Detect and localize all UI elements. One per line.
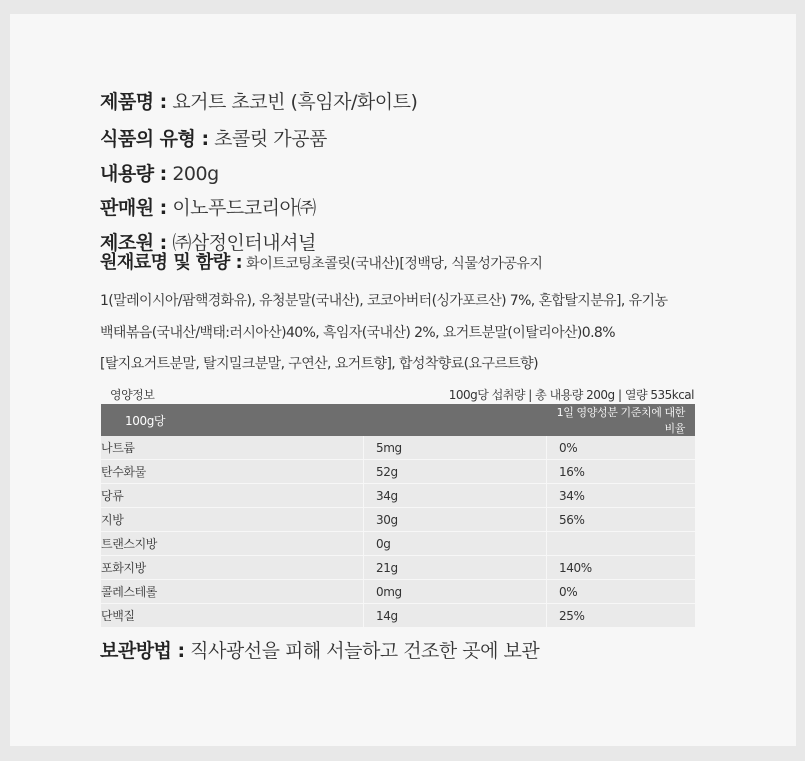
nutrient-name: 당류	[101, 484, 364, 508]
table-row	[101, 604, 695, 628]
nutrient-amount: 21g	[364, 556, 547, 580]
nutrient-percent: 25%	[547, 604, 696, 628]
per-100g-header: 100g당	[101, 404, 547, 436]
table-row	[101, 580, 695, 604]
ingredients-text-1: 화이트코팅초콜릿(국내산)[정백당, 식물성가공유지	[242, 256, 543, 272]
ingredients-label: 원재료명 및 함량 :	[100, 252, 243, 273]
nutrient-amount: 0g	[364, 532, 547, 556]
nutrient-percent	[547, 532, 696, 556]
product-type-label: 식품의 유형 :	[100, 128, 209, 150]
nutrient-percent: 0%	[547, 580, 696, 604]
storage-label: 보관방법 :	[100, 640, 185, 662]
nutrient-percent: 140%	[547, 556, 696, 580]
nutrient-name: 탄수화물	[101, 460, 364, 484]
nutrition-summary: 100g당 섭취량 | 총 내용량 200g | 열량 535kcal	[448, 388, 694, 402]
nutrition-table	[101, 404, 695, 628]
product-name-value: 요거트 초코빈 (흑임자/화이트)	[166, 91, 418, 113]
seller-line	[100, 193, 316, 220]
table-row	[101, 556, 695, 580]
storage-line	[100, 636, 539, 663]
storage-value: 직사광선을 피해 서늘하고 건조한 곳에 보관	[184, 640, 540, 662]
nutrition-title: 영양정보	[110, 388, 155, 402]
maker-value: ㈜삼정인터내셔널	[166, 232, 316, 254]
volume-label: 내용량 :	[100, 163, 167, 185]
ingredients-text-4: [탈지요거트분말, 탈지밀크분말, 구연산, 요거트향], 합성착향료(요구르트향)	[100, 356, 538, 372]
nutrition-table-header	[101, 404, 695, 436]
ingredients-line-1	[100, 248, 542, 274]
nutrient-percent: 34%	[547, 484, 696, 508]
table-row	[101, 484, 695, 508]
nutrient-percent: 56%	[547, 508, 696, 532]
ingredients-text-3: 백태볶음(국내산/백태:러시아산)40%, 흑임자(국내산) 2%, 요거트분말(이탈리아산)0.8%	[100, 325, 615, 341]
nutrient-name: 단백질	[101, 604, 364, 628]
nutrient-amount: 30g	[364, 508, 547, 532]
ingredients-text-2: 1(말레이시아/팜핵경화유), 유청분말(국내산), 코코아버터(싱가포르산) 7%, 혼합탈지분유], 유기농	[100, 293, 668, 309]
nutrient-name: 트랜스지방	[101, 532, 364, 556]
nutrient-name: 포화지방	[101, 556, 364, 580]
product-name-line	[100, 87, 417, 114]
product-type-value: 초콜릿 가공품	[208, 128, 327, 150]
seller-label: 판매원 :	[100, 197, 167, 219]
nutrient-amount: 34g	[364, 484, 547, 508]
nutrient-percent: 0%	[547, 436, 696, 460]
table-row	[101, 436, 695, 460]
table-row	[101, 508, 695, 532]
nutrient-name: 나트륨	[101, 436, 364, 460]
seller-value: 이노푸드코리아㈜	[166, 197, 316, 219]
nutrient-name: 콜레스테롤	[101, 580, 364, 604]
table-row	[101, 460, 695, 484]
product-type-line	[100, 124, 327, 151]
nutrient-amount: 0mg	[364, 580, 547, 604]
daily-value-header: 1일 영양성분 기준치에 대한 비율	[547, 404, 696, 436]
nutrient-amount: 52g	[364, 460, 547, 484]
volume-line	[100, 159, 219, 186]
volume-value: 200g	[166, 163, 219, 185]
nutrient-percent: 16%	[547, 460, 696, 484]
maker-label: 제조원 :	[100, 232, 167, 254]
table-row	[101, 532, 695, 556]
product-name-label: 제품명 :	[100, 91, 167, 113]
nutrient-amount: 5mg	[364, 436, 547, 460]
nutrient-amount: 14g	[364, 604, 547, 628]
nutrient-name: 지방	[101, 508, 364, 532]
